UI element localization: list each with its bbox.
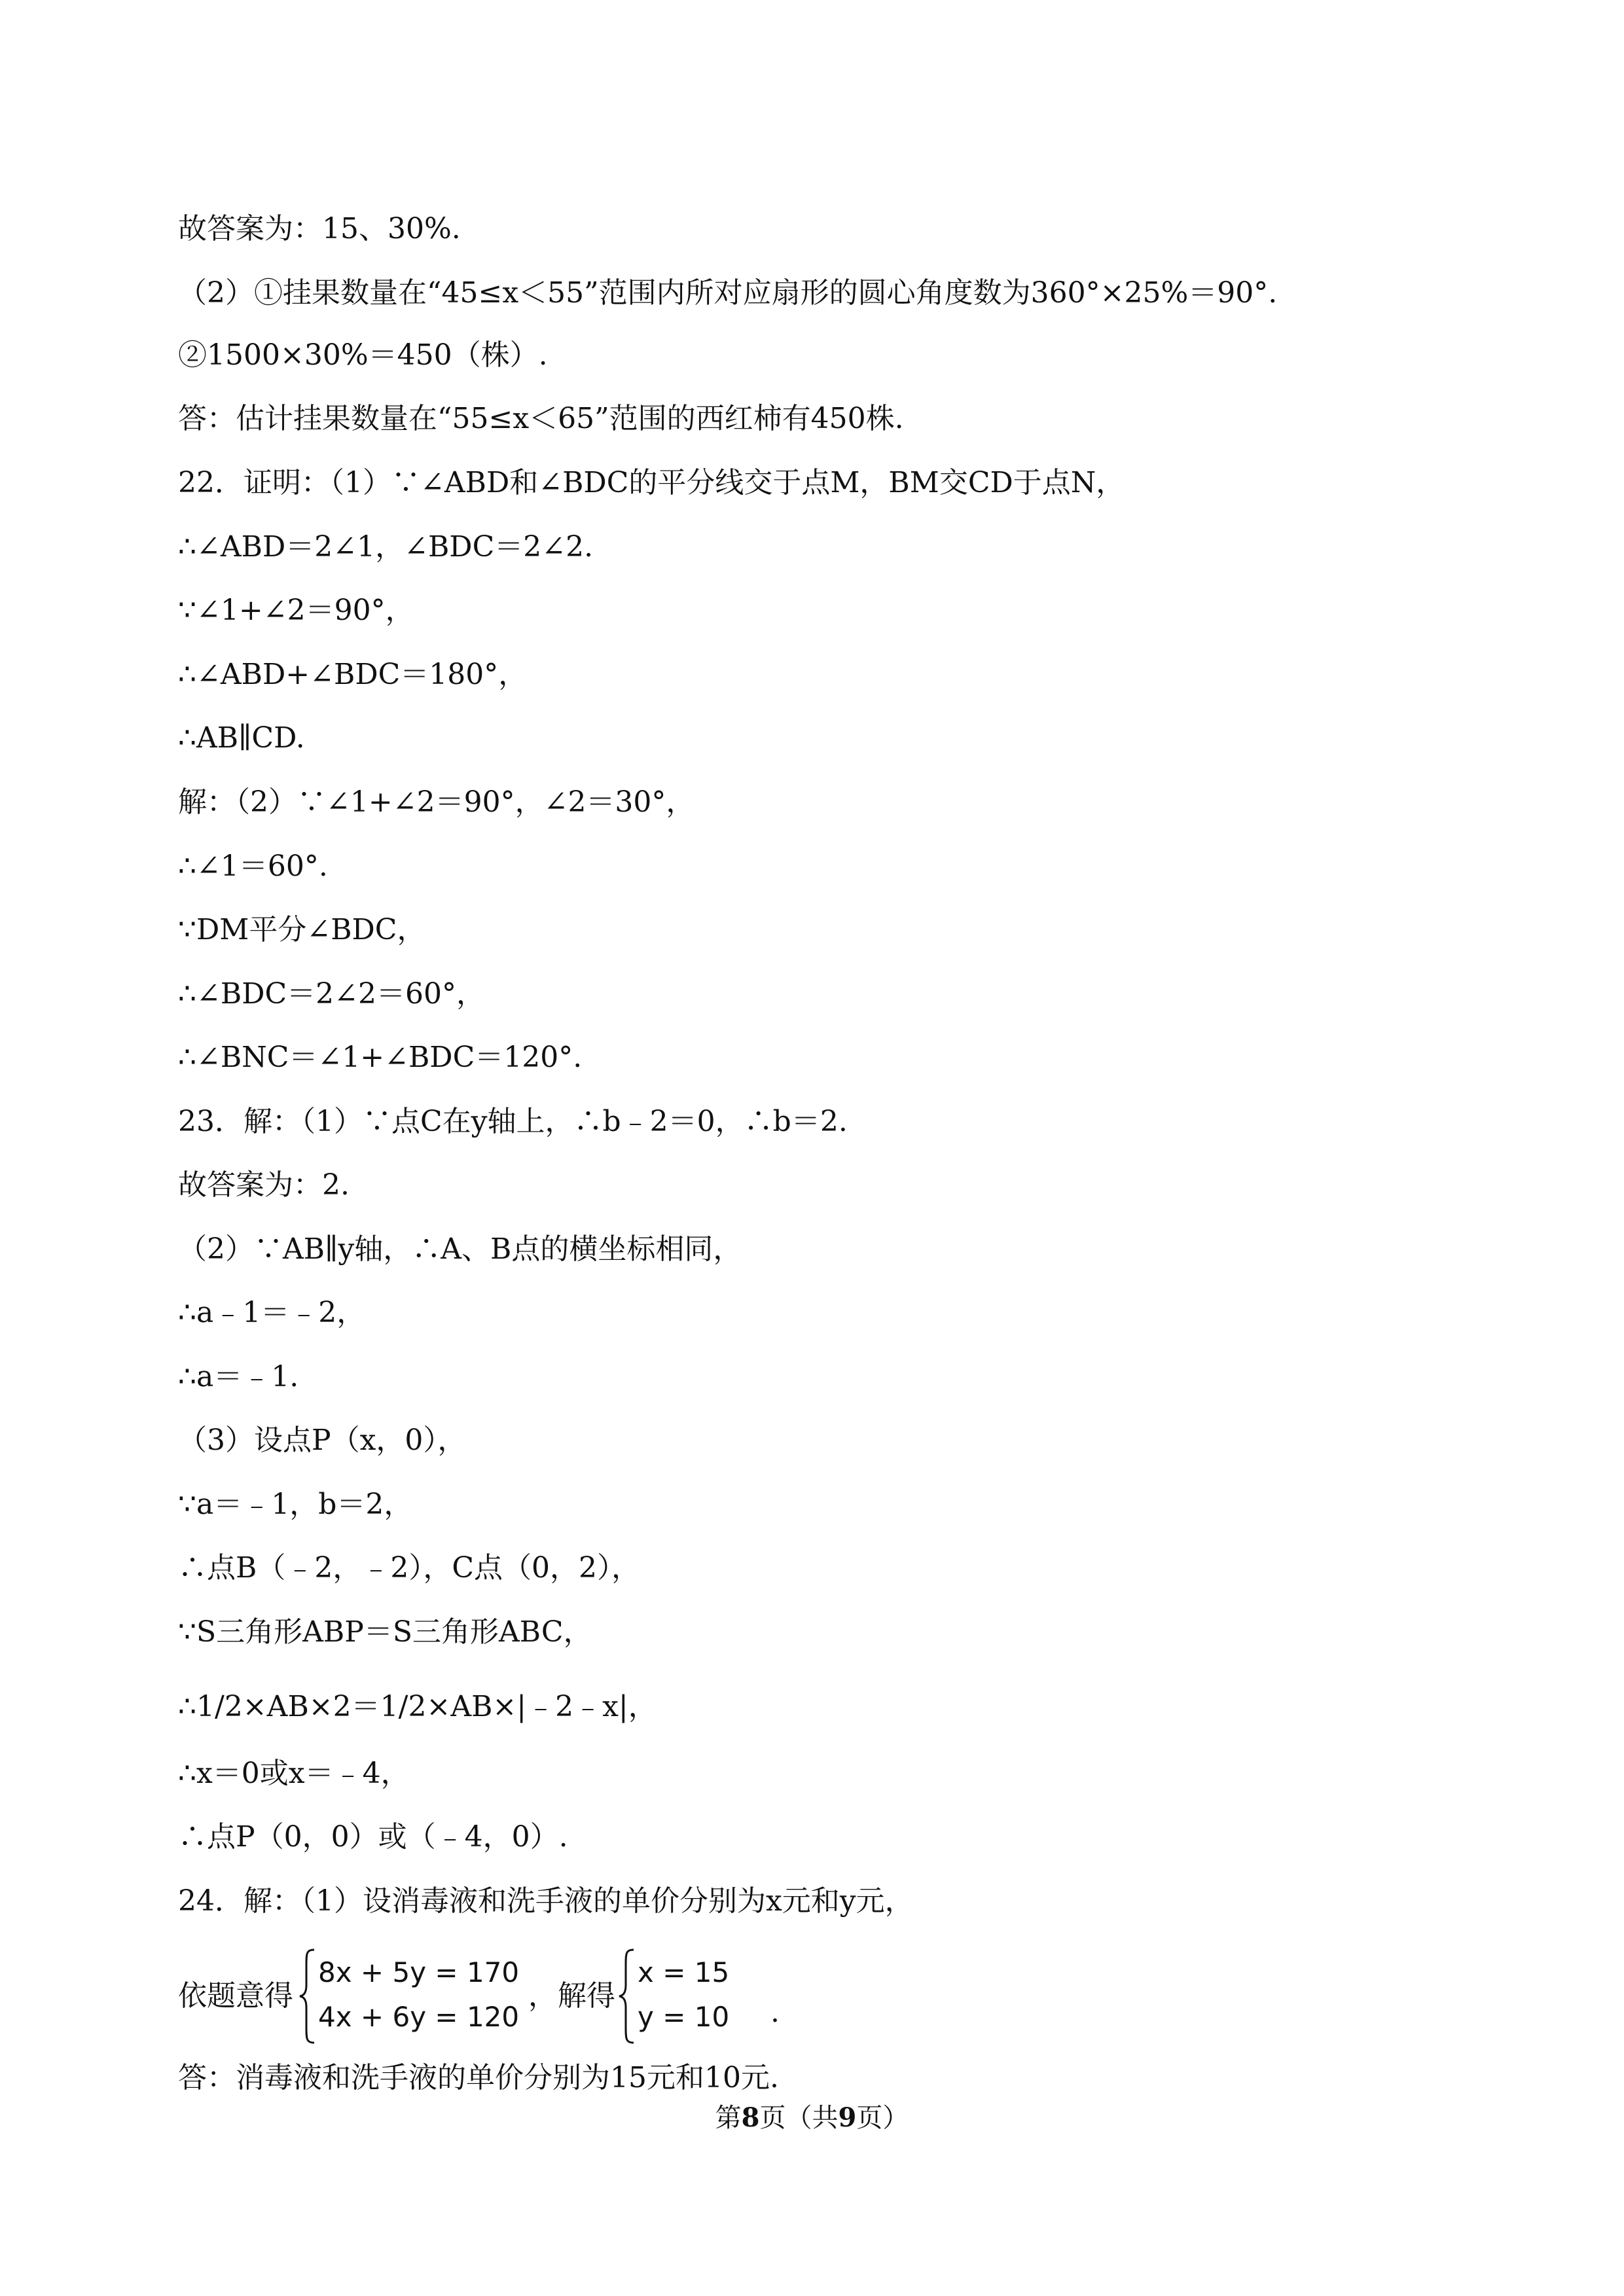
footer-suffix: 页） bbox=[856, 2103, 909, 2133]
solution-line: ∵DM平分∠BDC， bbox=[178, 913, 426, 946]
solution-line: ②1500×30%＝450（株）. bbox=[178, 338, 548, 372]
solution-line: 答：估计挂果数量在“55≤x＜65”范围的西红柿有450株. bbox=[178, 402, 904, 435]
solution-line: ∴a﹣1＝﹣2， bbox=[178, 1296, 366, 1329]
equation-label: 依题意得 bbox=[178, 1979, 293, 2013]
question-23-heading: 23．解：（1）∵点C在y轴上，∴b﹣2＝0，∴b＝2. bbox=[178, 1105, 848, 1138]
question-24-heading: 24．解：（1）设消毒液和洗手液的单价分别为x元和y元， bbox=[178, 1884, 914, 1918]
equation-line: 4x + 6y = 120 bbox=[318, 2001, 520, 2033]
equation-system-1 bbox=[318, 1950, 519, 2039]
solution-line: ∵S三角形ABP＝S三角形ABC， bbox=[178, 1615, 592, 1649]
question-22-heading: 22．证明：（1）∵∠ABD和∠BDC的平分线交于点M，BM交CD于点N， bbox=[178, 466, 1125, 499]
solution-line: ∴∠ABD+∠BDC＝180°， bbox=[178, 658, 528, 691]
solution-line: ∵a＝﹣1，b＝2， bbox=[178, 1488, 413, 1521]
solution-label: 解得 bbox=[558, 1979, 615, 2013]
solution-line: （2）①挂果数量在“45≤x＜55”范围内所对应扇形的圆心角度数为360°×25%＝90°. bbox=[178, 276, 1278, 310]
equation-line: x = 15 bbox=[638, 1956, 730, 1988]
solution-line: ∴1/2×AB×2＝1/2×AB×|﹣2﹣x|， bbox=[178, 1690, 657, 1723]
solution-line: 解：（2）∵∠1+∠2＝90°，∠2＝30°， bbox=[178, 785, 695, 819]
left-brace-icon bbox=[297, 1947, 317, 2045]
equation-line: 8x + 5y = 170 bbox=[318, 1956, 520, 1988]
solution-line: ∴∠BNC＝∠1+∠BDC＝120°. bbox=[178, 1041, 583, 1074]
solution-line: ∴∠BDC＝2∠2＝60°， bbox=[178, 977, 485, 1011]
equation-end-mark: . bbox=[770, 1996, 780, 2029]
footer-mid: 页（共 bbox=[759, 2103, 839, 2133]
solution-line: ∵∠1+∠2＝90°， bbox=[178, 594, 414, 627]
solution-line: （2）∵AB∥y轴，∴A、B点的横坐标相同， bbox=[178, 1232, 742, 1266]
equation-system-2 bbox=[638, 1950, 729, 2039]
left-brace-icon bbox=[617, 1947, 636, 2045]
solution-line: 故答案为：2. bbox=[178, 1168, 350, 1202]
answer-line: 答：消毒液和洗手液的单价分别为15元和10元. bbox=[178, 2061, 779, 2094]
page-number: 8 bbox=[741, 2102, 760, 2133]
footer-prefix: 第 bbox=[715, 2103, 742, 2133]
equation-line: y = 10 bbox=[638, 2001, 730, 2033]
solution-line: 故答案为：15、30%. bbox=[178, 212, 461, 245]
solution-line: ∴AB∥CD. bbox=[178, 721, 305, 755]
solution-line: ∴a＝﹣1. bbox=[178, 1360, 299, 1393]
solution-line: ∴点P（0，0）或（﹣4，0）. bbox=[178, 1820, 568, 1854]
solution-line: ∴∠ABD＝2∠1，∠BDC＝2∠2. bbox=[178, 530, 594, 564]
solution-line: ∴点B（﹣2，﹣2），C点（0，2）， bbox=[178, 1551, 640, 1585]
page-footer bbox=[0, 2100, 1624, 2136]
solution-line: ∴∠1＝60°. bbox=[178, 850, 328, 883]
solution-line: （3）设点P（x，0）， bbox=[178, 1424, 467, 1457]
page-total: 9 bbox=[838, 2102, 857, 2133]
equation-separator: ， bbox=[528, 1979, 557, 2013]
solution-line: ∴x＝0或x＝﹣4， bbox=[178, 1757, 410, 1790]
